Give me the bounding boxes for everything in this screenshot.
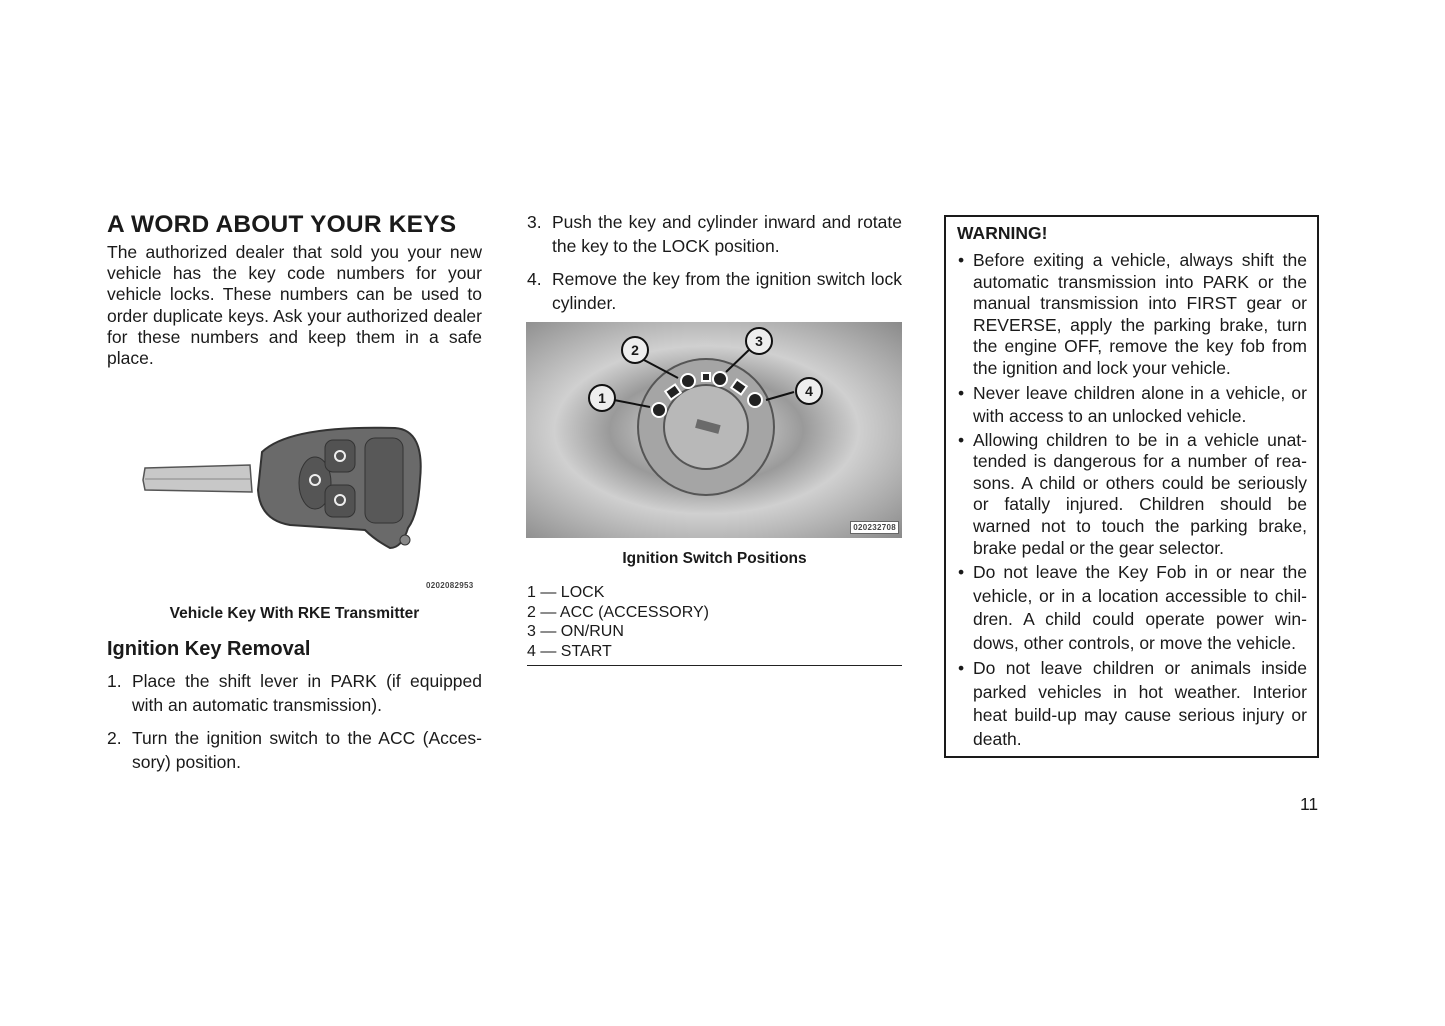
step-item (107, 670, 482, 717)
figure-code: 0202082953 (426, 581, 474, 590)
legend-item: 2 — ACC (ACCESSORY) (527, 603, 709, 621)
ignition-legend (527, 583, 902, 661)
intro-paragraph: The authorized dealer that sold you your new vehicle has the key code numbers for your vehicle locks. These numbers can be used to order duplicate keys. Ask your authorized dealer for these numbers and keep them in a safe place. (107, 242, 482, 369)
ignition-switch-illustration (526, 322, 902, 538)
step-number: 3. (527, 212, 542, 232)
step-number: 4. (527, 269, 542, 289)
callout-1: 1 (588, 384, 616, 412)
callout-2: 2 (621, 336, 649, 364)
warning-title: WARNING! (957, 223, 1048, 243)
steps-list-middle (527, 211, 902, 325)
page-number: 11 (1300, 794, 1319, 814)
step-text: Push the key and cylinder inward and rotate the key to the LOCK position. (552, 212, 902, 256)
legend-item: 4 — START (527, 642, 612, 660)
callout-4: 4 (795, 377, 823, 405)
divider (527, 665, 902, 666)
step-text: Turn the ignition switch to the ACC (Acces-sory) position. (132, 728, 482, 772)
callout-3: 3 (745, 327, 773, 355)
section-heading: A WORD ABOUT YOUR KEYS (107, 211, 457, 238)
warning-bullet: • Never leave children alone in a vehicle, or with access to an unlocked vehicle. (958, 382, 1307, 426)
figure-code: 020232708 (850, 521, 899, 534)
warning-text: Never leave children alone in a vehicle, or with access to an unlocked vehicle. (973, 382, 1307, 426)
warning-text: Do not leave children or animals inside parked vehicles in hot weather. Interior heat build-up may cause serious injury or death. (973, 658, 1307, 749)
warning-bullet: • Before exiting a vehicle, always shift the automatic transmission into PARK or the manual transmission into FIRST gear or REVERSE, apply the parking brake, turn the engine OFF, remove the key fob from the ignition and lock your vehicle. (958, 250, 1307, 378)
step-item (107, 727, 482, 774)
warning-text: Do not leave the Key Fob in or near the vehicle, or in a location accessible to chil-dren. A child could operate power win-dows, other controls, or move the vehicle. (973, 562, 1307, 653)
warning-text: Allowing children to be in a vehicle unat-tended is dangerous for a number of rea-sons. A child or others could be seriously or fatally injured. Children should be warned not to touch the parking brake, brake pedal or the gear selector. (973, 429, 1307, 558)
figure-caption: Vehicle Key With RKE Transmitter (169, 605, 420, 622)
warning-bullet: • Do not leave the Key Fob in or near the vehicle, or in a location accessible to chil-dren. A child could operate power win-dows, other controls, or move the vehicle. (958, 562, 1307, 653)
step-number: 1. (107, 671, 122, 691)
key-fob-illustration (140, 420, 425, 560)
legend-item: 3 — ON/RUN (527, 623, 624, 640)
step-item (527, 211, 902, 258)
step-text: Place the shift lever in PARK (if equipped with an automatic transmission). (132, 671, 482, 715)
warning-list (946, 250, 1317, 751)
step-item (527, 268, 902, 315)
figure-caption: Ignition Switch Positions (622, 550, 807, 567)
step-number: 2. (107, 728, 122, 748)
subheading: Ignition Key Removal (107, 638, 311, 660)
legend-item: 1 — LOCK (527, 584, 605, 601)
warning-box (944, 215, 1319, 758)
warning-text: Before exiting a vehicle, always shift the automatic transmission into PARK or the manual transmission into FIRST gear or REVERSE, apply the parking brake, turn the engine OFF, remove the key fob from the ignition and lock your vehicle. (973, 250, 1307, 378)
warning-bullet: • Do not leave children or animals inside parked vehicles in hot weather. Interior heat build-up may cause serious injury or death. (958, 658, 1307, 749)
step-text: Remove the key from the ignition switch lock cylinder. (552, 269, 902, 313)
warning-bullet: • Allowing children to be in a vehicle unat-tended is dangerous for a number of rea-sons. A child or others could be seriously or fatally injured. Children should be warned not to touch the parking brake, brake pedal or the gear selector. (958, 429, 1307, 558)
steps-list-left (107, 670, 482, 784)
